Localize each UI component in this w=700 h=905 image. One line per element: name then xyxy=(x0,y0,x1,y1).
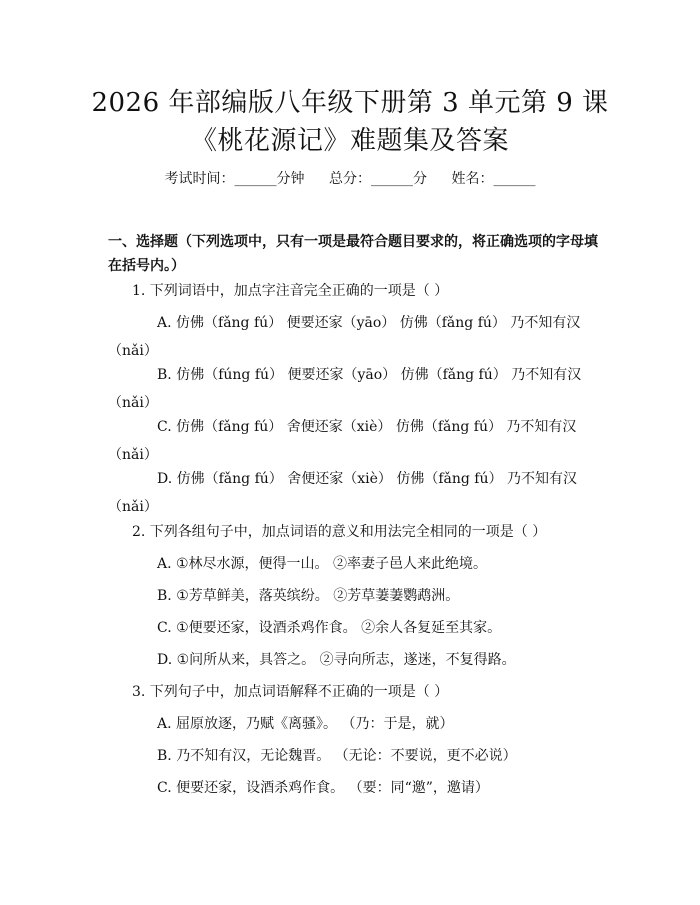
question-2-stem: 2. 下列各组句子中，加点词语的意义和用法完全相同的一项是（ ） xyxy=(132,524,547,540)
question-3-option-c: C. 便要还家，设酒杀鸡作食。 （要：同“邀”，邀请） xyxy=(157,780,489,796)
page-title-line2: 《桃花源记》难题集及答案 xyxy=(190,126,509,156)
question-1-option-c: C. 仿佛（fǎng fú） 舍便还家（xiè） 仿佛（fǎng fú） 乃不知有汉（nǎi） xyxy=(108,419,577,463)
question-1-option-a: A. 仿佛（fǎng fú） 便要还家（yāo） 仿佛（fǎng fú） 乃不知有汉（nǎi） xyxy=(108,315,581,359)
question-2-option-b: B. ①芳草鲜美，落英缤纷。 ②芳草萋萋鹦鹉洲。 xyxy=(157,588,460,604)
question-3-stem: 3. 下列句子中，加点词语解释不正确的一项是（ ） xyxy=(132,684,449,700)
question-2-option-c: C. ①便要还家，设酒杀鸡作食。 ②余人各复延至其家。 xyxy=(157,620,502,636)
question-3-option-a: A. 屈原放逐，乃赋《离骚》。 （乃：于是，就） xyxy=(157,716,454,732)
page-title-line1: 2026 年部编版八年级下册第 3 单元第 9 课 xyxy=(91,88,609,118)
exam-meta xyxy=(0,172,700,186)
question-1-option-b: B. 仿佛（fúng fú） 便要还家（yāo） 仿佛（fǎng fú） 乃不知有汉（nǎi） xyxy=(108,367,582,411)
section-heading-choice: 一、选择题（下列选项中，只有一项是最符合题目要求的，将正确选项的字母填在括号内。） xyxy=(108,234,598,274)
question-2-option-d: D. ①问所从来，具答之。 ②寻向所志，遂迷，不复得路。 xyxy=(157,652,516,668)
question-1-option-d: D. 仿佛（fǎng fú） 舍便还家（xiè） 仿佛（fǎng fú） 乃不知有汉（nǎi） xyxy=(108,471,577,515)
question-2-option-a: A. ①林尽水源，便得一山。 ②率妻子邑人来此绝境。 xyxy=(157,556,488,572)
exam-student-name: 姓名：______ xyxy=(451,171,536,187)
exam-time: 考试时间：______分钟 xyxy=(164,171,305,187)
question-1-stem: 1. 下列词语中，加点字注音完全正确的一项是（ ） xyxy=(132,283,449,299)
exam-total-score: 总分：______分 xyxy=(329,171,427,187)
question-3-option-b: B. 乃不知有汉，无论魏晋。 （无论：不要说，更不必说） xyxy=(157,748,517,764)
